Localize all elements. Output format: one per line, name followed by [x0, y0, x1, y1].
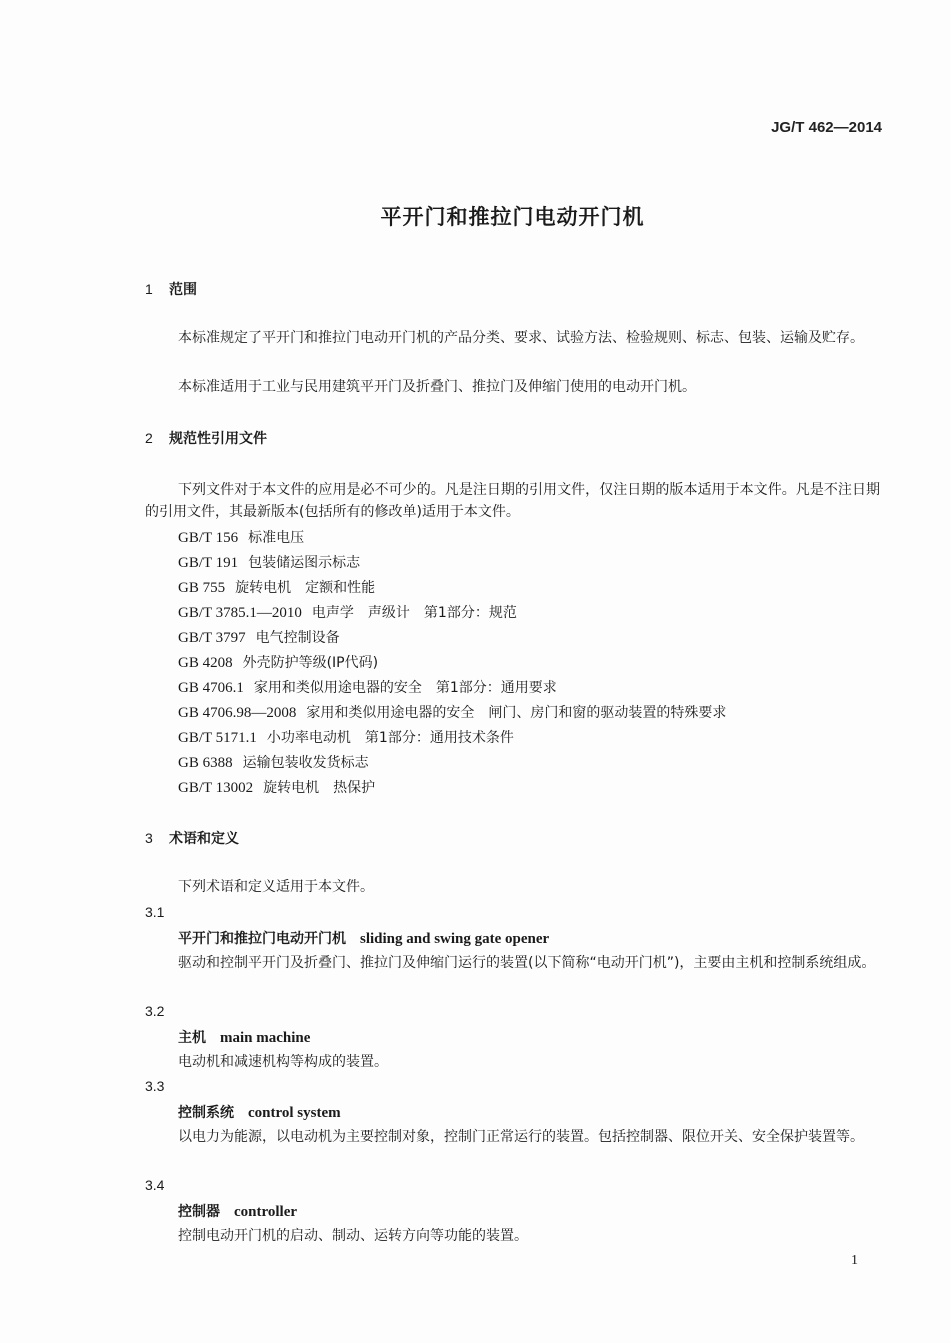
term-definition: 以电力为能源，以电动机为主要控制对象，控制门正常运行的装置。包括控制器、限位开关、安全保护装置等。 — [178, 1129, 864, 1145]
reference-title: 电气控制设备 — [255, 630, 340, 646]
reference-code: GB/T 3785.1—2010 — [178, 605, 302, 621]
reference-item — [178, 527, 304, 547]
term-zh: 控制器 — [178, 1204, 220, 1220]
reference-title: 外壳防护等级(IP代码) — [242, 655, 379, 671]
term-zh: 控制系统 — [178, 1105, 234, 1121]
reference-item — [178, 727, 514, 747]
section-heading-references — [145, 428, 267, 448]
paragraph: 本标准规定了平开门和推拉门电动开门机的产品分类、要求、试验方法、检验规则、标志、包装、运输及贮存。 — [178, 330, 864, 346]
section-title: 术语和定义 — [169, 831, 239, 847]
page-title: 平开门和推拉门电动开门机 — [380, 205, 645, 229]
reference-title: 家用和类似用途电器的安全 闸门、房门和窗的驱动装置的特殊要求 — [306, 705, 727, 721]
term-en: sliding and swing gate opener — [360, 931, 550, 947]
reference-item — [178, 677, 557, 697]
term-heading — [178, 1201, 297, 1221]
reference-item — [178, 752, 369, 772]
reference-item — [178, 627, 340, 647]
reference-code: GB 6388 — [178, 755, 233, 771]
reference-item — [178, 602, 517, 622]
reference-code: GB 4706.1 — [178, 680, 244, 696]
reference-code: GB/T 3797 — [178, 630, 246, 646]
term-definition: 驱动和控制平开门及折叠门、推拉门及伸缩门运行的装置(以下简称“电动开门机”)，主要由主机和控制系统组成。 — [178, 955, 876, 971]
term-heading — [178, 928, 549, 948]
term-heading — [178, 1102, 341, 1122]
term-definition: 电动机和减速机构等构成的装置。 — [178, 1054, 388, 1070]
section-number: 3 — [145, 830, 153, 846]
clause-number: 3.4 — [145, 1177, 165, 1193]
reference-code: GB/T 156 — [178, 530, 239, 546]
clause-number: 3.3 — [145, 1078, 165, 1094]
reference-title: 旋转电机 定额和性能 — [235, 580, 376, 596]
reference-item — [178, 552, 360, 572]
reference-title: 包装储运图示标志 — [248, 555, 361, 571]
reference-code: GB 4706.98—2008 — [178, 705, 297, 721]
section-number: 1 — [145, 281, 153, 297]
reference-item — [178, 777, 375, 797]
clause-number: 3.1 — [145, 904, 165, 920]
standard-code: JG/T 462—2014 — [771, 119, 882, 136]
reference-code: GB 4208 — [178, 655, 233, 671]
term-en: controller — [234, 1204, 298, 1220]
clause-number: 3.2 — [145, 1003, 165, 1019]
term-en: main machine — [220, 1030, 311, 1046]
section-title: 规范性引用文件 — [169, 431, 267, 447]
reference-title: 电声学 声级计 第1部分：规范 — [311, 605, 517, 621]
reference-item — [178, 652, 378, 672]
reference-title: 小功率电动机 第1部分：通用技术条件 — [266, 730, 514, 746]
term-zh: 平开门和推拉门电动开门机 — [178, 931, 346, 947]
term-definition: 控制电动开门机的启动、制动、运转方向等功能的装置。 — [178, 1228, 528, 1244]
reference-code: GB 755 — [178, 580, 226, 596]
reference-item — [178, 702, 726, 722]
term-zh: 主机 — [178, 1030, 206, 1046]
reference-title: 旋转电机 热保护 — [263, 780, 376, 796]
reference-item — [178, 577, 375, 597]
reference-code: GB/T 13002 — [178, 780, 254, 796]
reference-title: 家用和类似用途电器的安全 第1部分：通用要求 — [253, 680, 557, 696]
paragraph: 本标准适用于工业与民用建筑平开门及折叠门、推拉门及伸缩门使用的电动开门机。 — [178, 379, 696, 395]
section-heading-scope — [145, 279, 197, 299]
reference-title: 运输包装收发货标志 — [242, 755, 369, 771]
reference-code: GB/T 191 — [178, 555, 239, 571]
term-en: control system — [248, 1105, 341, 1121]
paragraph: 下列文件对于本文件的应用是必不可少的。凡是注日期的引用文件，仅注日期的版本适用于本文件。凡是不注日期的引用文件，其最新版本(包括所有的修改单)适用于本文件。 — [145, 482, 880, 520]
section-heading-terms — [145, 828, 239, 848]
section-number: 2 — [145, 430, 153, 446]
section-title: 范围 — [169, 282, 197, 298]
reference-code: GB/T 5171.1 — [178, 730, 257, 746]
page-number: 1 — [851, 1253, 858, 1268]
term-heading — [178, 1027, 310, 1047]
paragraph: 下列术语和定义适用于本文件。 — [178, 879, 374, 895]
reference-title: 标准电压 — [248, 530, 305, 546]
